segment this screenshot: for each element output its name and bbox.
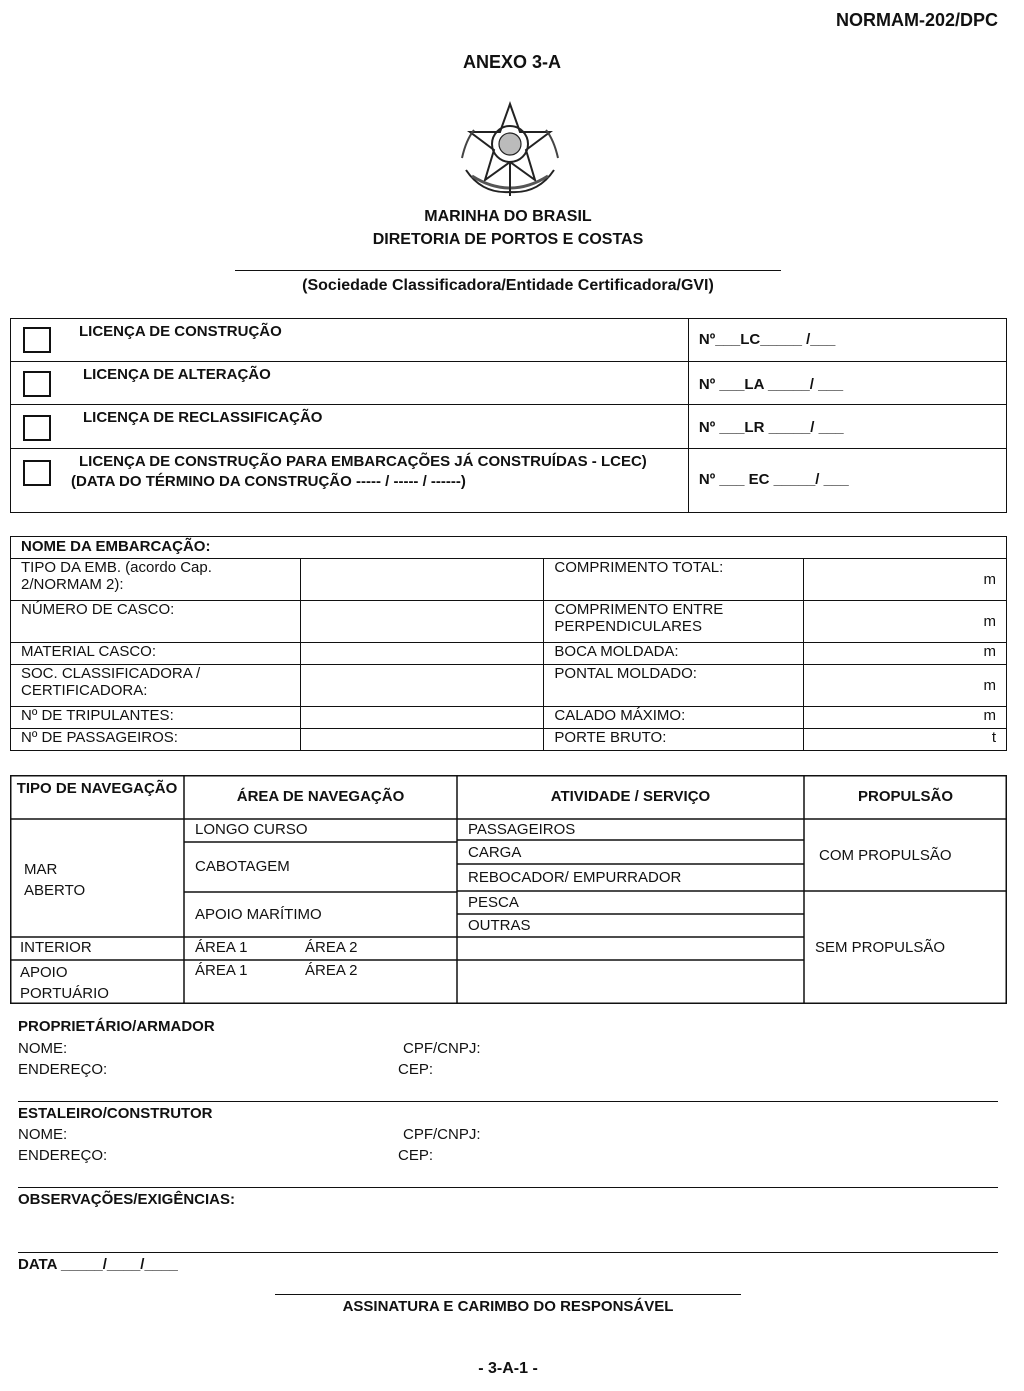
owner-name-field[interactable]: NOME: [18,1040,68,1057]
portuario-area-1[interactable]: ÁREA 1 [195,962,248,979]
interior-area-2[interactable]: ÁREA 2 [305,939,358,956]
owner-address-field[interactable]: ENDEREÇO: [18,1061,108,1078]
license-number: Nº___LC_____ /___ [698,331,836,348]
atividade-pesca[interactable]: PESCA [468,894,519,911]
section-divider [18,1101,998,1102]
license-row [11,449,689,513]
license-table [10,318,1007,513]
license-label: LICENÇA DE ALTERAÇÃO [83,366,271,383]
owner-cep-field[interactable]: CEP: [398,1061,434,1078]
navigation-table [10,775,1007,1004]
document-code: NORMAM-202/DPC [835,10,998,30]
total-length-label: COMPRIMENTO TOTAL: [544,559,804,601]
tipo-apoio-portuario[interactable]: APOIO PORTUÁRIO [20,964,109,1002]
atividade-outras[interactable]: OUTRAS [468,917,531,934]
page-number: - 3-A-1 - [478,1360,538,1377]
license-construcao-checkbox[interactable] [23,327,51,353]
deadweight-field[interactable] [804,729,1007,751]
license-number: Nº ___LA _____/ ___ [698,376,844,393]
unit-label: m [983,613,996,630]
unit-label: m [983,643,996,660]
signature-line[interactable] [275,1294,741,1295]
interior-area-1[interactable]: ÁREA 1 [195,939,248,956]
org-name: MARINHA DO BRASIL [424,208,592,225]
builder-address-field[interactable]: ENDEREÇO: [18,1147,108,1164]
passenger-count-label: Nº DE PASSAGEIROS: [11,729,301,751]
atividade-passageiros[interactable]: PASSAGEIROS [468,821,576,838]
license-label: LICENÇA DE CONSTRUÇÃO PARA EMBARCAÇÕES JÁ CONSTRUÍDAS - LCEC) [79,453,647,470]
crew-count-field[interactable] [300,707,544,729]
license-number: Nº ___ EC _____/ ___ [698,471,849,488]
unit-label: m [983,707,996,724]
vessel-type-label: TIPO DA EMB. (acordo Cap. 2/NORMAM 2): [11,559,301,601]
hull-material-field[interactable] [300,643,544,665]
license-reclassificacao-checkbox[interactable] [23,415,51,441]
total-length-field[interactable] [804,559,1007,601]
class-society-label: SOC. CLASSIFICADORA / CERTIFICADORA: [11,665,301,707]
max-draft-field[interactable] [804,707,1007,729]
propulsao-sem[interactable]: SEM PROPULSÃO [815,939,946,956]
portuario-area-2[interactable]: ÁREA 2 [305,962,358,979]
owner-cpf-field[interactable]: CPF/CNPJ: [403,1040,481,1057]
license-row [11,319,689,362]
crew-count-label: Nº DE TRIPULANTES: [11,707,301,729]
atividade-carga[interactable]: CARGA [468,844,522,861]
atividade-rebocador[interactable]: REBOCADOR/ EMPURRADOR [468,869,682,886]
builder-name-field[interactable]: NOME: [18,1126,68,1143]
license-label: LICENÇA DE CONSTRUÇÃO [79,323,282,340]
passenger-count-field[interactable] [300,729,544,751]
moulded-depth-label: PONTAL MOLDADO: [544,665,804,707]
coat-of-arms-emblem [452,100,568,200]
area-cabotagem[interactable]: CABOTAGEM [195,858,290,875]
observations-field[interactable]: OBSERVAÇÕES/EXIGÊNCIAS: [18,1191,235,1208]
tipo-interior[interactable]: INTERIOR [20,939,92,956]
builder-section-title: ESTALEIRO/CONSTRUTOR [18,1105,213,1122]
header-area-navegacao: ÁREA DE NAVEGAÇÃO [236,788,405,805]
license-alteracao-checkbox[interactable] [23,371,51,397]
annex-title: ANEXO 3-A [462,52,561,72]
license-number: Nº ___LR _____/ ___ [698,419,844,436]
builder-cep-field[interactable]: CEP: [398,1147,434,1164]
unit-label: t [991,729,996,746]
moulded-breadth-label: BOCA MOLDADA: [544,643,804,665]
license-row [11,362,689,405]
unit-label: m [983,677,996,694]
tipo-mar-aberto[interactable]: MAR ABERTO [24,861,86,899]
date-field[interactable]: DATA _____/____/____ [18,1256,178,1273]
header-tipo-navegacao: TIPO DE NAVEGAÇÃO [16,780,178,797]
section-divider [18,1187,998,1188]
license-date-note: (DATA DO TÉRMINO DA CONSTRUÇÃO ----- / ----- / ------) [71,473,466,490]
area-longo-curso[interactable]: LONGO CURSO [195,821,308,838]
owner-section-title: PROPRIETÁRIO/ARMADOR [18,1018,215,1035]
license-row [11,405,689,449]
header-atividade-servico: ATIVIDADE / SERVIÇO [550,788,711,805]
lbp-label: COMPRIMENTO ENTRE PERPENDICULARES [544,601,804,643]
moulded-depth-field[interactable] [804,665,1007,707]
class-society-field[interactable] [300,665,544,707]
max-draft-label: CALADO MÁXIMO: [544,707,804,729]
area-apoio-maritimo[interactable]: APOIO MARÍTIMO [195,906,322,923]
vessel-name-field[interactable]: NOME DA EMBARCAÇÃO: [11,537,1007,559]
lbp-field[interactable] [804,601,1007,643]
unit-label: m [983,571,996,588]
entity-caption: (Sociedade Classificadora/Entidade Certificadora/GVI) [302,277,714,294]
navigation-table-grid [10,775,1007,1004]
license-label: LICENÇA DE RECLASSIFICAÇÃO [83,409,323,426]
signature-caption: ASSINATURA E CARIMBO DO RESPONSÁVEL [342,1298,674,1315]
section-divider [18,1252,998,1253]
moulded-breadth-field[interactable] [804,643,1007,665]
entity-name-line [235,270,781,271]
license-lcec-checkbox[interactable] [23,460,51,486]
deadweight-label: PORTE BRUTO: [544,729,804,751]
header-propulsao: PROPULSÃO [857,788,953,805]
hull-number-field[interactable] [300,601,544,643]
hull-material-label: MATERIAL CASCO: [11,643,301,665]
org-directorate: DIRETORIA DE PORTOS E COSTAS [372,231,644,248]
builder-cpf-field[interactable]: CPF/CNPJ: [403,1126,481,1143]
vessel-type-field[interactable] [300,559,544,601]
propulsao-com[interactable]: COM PROPULSÃO [819,847,952,864]
hull-number-label: NÚMERO DE CASCO: [11,601,301,643]
vessel-table [10,536,1007,751]
